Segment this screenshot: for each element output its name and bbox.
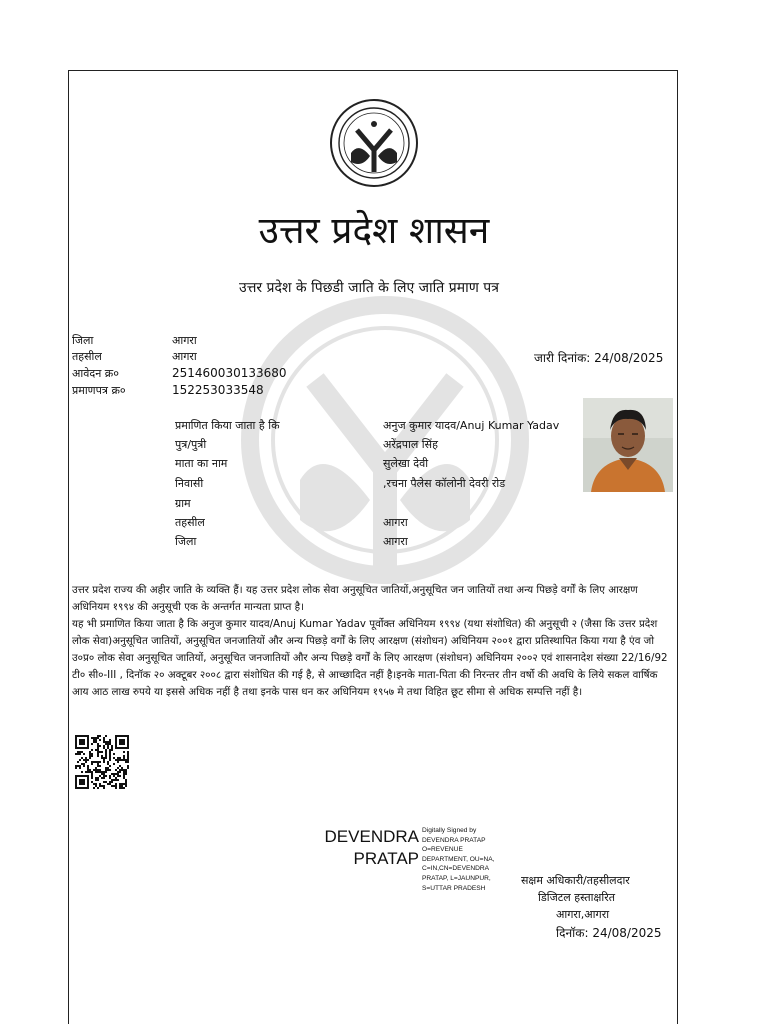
caste-declaration-paragraph [72,582,676,616]
officer-location: आगरा,आगरा [556,908,610,921]
signer-name-line1: DEVENDRA [324,827,419,846]
detail-label: माता का नाम [175,457,228,470]
detail-value-district: आगरा [383,535,408,548]
detail-label: जिला [175,535,197,548]
application-number-value: 251460030133680 [172,366,287,380]
detail-label: तहसील [175,516,205,529]
applicant-photo [583,398,673,492]
detail-label: प्रमाणित किया जाता है कि [175,419,280,432]
paragraph-text: यह भी प्रमाणित किया जाता है कि अनुज कुमार यादव/Anuj Kumar Yadav पूर्वोक्त अधिनियम १९९४ (यथा संशोधित) की अनुसूची २ (जैसा कि उत्तर प्रदेश लोक सेवा)अनुसूचित जातियों, अनुसूचित जनजातियों और अन्य पिछड़े वर्गों के लिए आरक्षण (संशोधन) अधिनियम २००१ द्वारा प्रतिस्थापित किया गया है एंव जो उ०प्र० लोक सेवा अनुसूचित जातियों, अनुसूचित जनजातियों और अन्य पिछड़े वर्गों के लिए आरक्षण (संशोधन) अधिनियम २००२ एवं शासनादेश संख्या 22/16/92 टी० सी०-III , दिनॉक २० अक्टूबर २००८ द्वारा संशोधित की गई है, से आच्छादित नहीं है।इनके माता-पिता की निरन्तर तीन वर्षो की अवधि के लिये सकल वार्षिक आय आठ लाख रुपये या इससे अधिक नहीं है तथा इनके पास धन कर अधिनियम १९५७ मे तथा विहित छूट सीमा से अधिक सम्पत्ति नहीं है। [72,618,668,698]
district-label: जिला [72,334,94,347]
detail-label: निवासी [175,477,204,490]
digital-signature-details: Digitally Signed by DEVENDRA PRATAP O=REVENUE DEPARTMENT, OU=NA, C=IN,CN=DEVENDRA PRATAP, L=JAUNPUR, S=UTTAR PRADESH [422,827,495,892]
certificate-number-label: प्रमाणपत्र क्र० [72,384,126,397]
officer-title: सक्षम अधिकारी/तहसीलदार [521,874,630,887]
issue-date: जारी दिनांक: 24/08/2025 [534,351,664,365]
tehsil-value: आगरा [172,350,197,363]
certificate-title: उत्तर प्रदेश के पिछडी जाति के लिए जाति प्रमाण पत्र [239,280,499,296]
government-title: उत्तर प्रदेश शासन [258,209,490,252]
application-number-label: आवेदन क्र० [72,367,119,380]
detail-value-father: अरेंद्रपाल सिंह [383,438,438,451]
detail-value-tehsil: आगरा [383,516,408,529]
detail-label: पुत्र/पुत्री [175,438,207,451]
district-value: आगरा [172,334,197,347]
certificate-number-value: 152253033548 [172,383,264,397]
tehsil-label: तहसील [72,350,102,363]
digitally-signed-label: डिजिटल हस्ताक्षरित [538,891,615,904]
paragraph-text: उत्तर प्रदेश राज्य की अहीर जाति के व्यक्ति हैं। यह उत्तर प्रदेश लोक सेवा अनुसूचित जातियों,अनुसूचित जन जातियों तथा अन्य पिछड़े वर्गों के लिए आरक्षण अधिनियम १९९४ की अनुसूची एक के अन्तर्गत मान्यता प्राप्त है। [72,584,638,613]
up-government-emblem [329,98,419,188]
detail-label: ग्राम [175,497,191,510]
detail-value-mother: सुलेखा देवी [383,457,429,470]
detail-value-residence: ,रचना पैलेस कॉलोनी देवरी रोड [383,477,506,490]
signer-name [305,826,419,870]
qr-code[interactable] [75,735,129,789]
signer-name-line2: PRATAP [353,849,419,868]
detail-value-name: अनुज कुमार यादव/Anuj Kumar Yadav [383,419,560,432]
income-declaration-paragraph [72,616,676,701]
officer-date: दिनॉक: 24/08/2025 [556,926,662,940]
